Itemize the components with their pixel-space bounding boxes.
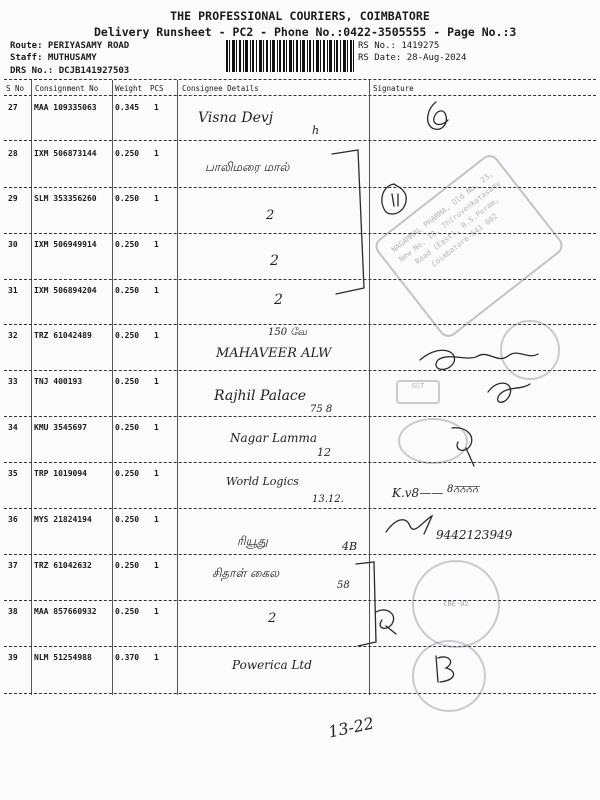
row-weight: 0.345	[115, 103, 140, 112]
row-sno: 28	[8, 149, 18, 158]
row-consignee: Visna Devj	[198, 110, 274, 126]
rs-number: RS No.: 1419275	[358, 41, 440, 51]
row-consignee-note: 75 8	[310, 404, 333, 415]
row-consignee-note: 13.12.	[312, 494, 344, 505]
bracket-mark	[330, 148, 370, 298]
row-consignee-note: 12	[317, 446, 331, 459]
col-header-pcs: PCS	[150, 84, 164, 93]
row-rule	[4, 554, 596, 555]
row-weight: 0.250	[115, 423, 140, 432]
row-consignee-note: 150 வே	[268, 327, 307, 338]
company-name: THE PROFESSIONAL COURIERS, COIMBATORE	[170, 9, 430, 23]
row-pcs: 1	[154, 149, 159, 158]
signature-mark	[418, 98, 458, 138]
row-consignee-note: 58	[337, 580, 350, 591]
row-rule	[4, 693, 596, 694]
row-consignee: 2	[274, 292, 283, 308]
row-sno: 31	[8, 286, 18, 295]
row-rule	[4, 140, 596, 141]
row-pcs: 1	[154, 194, 159, 203]
row-weight: 0.250	[115, 561, 140, 570]
col-divider	[177, 80, 178, 695]
row-pcs: 1	[154, 286, 159, 295]
row-consignee: பாலிமரை மால்	[205, 160, 290, 174]
row-consignment: NLM 51254988	[34, 653, 92, 662]
row-sno: 39	[8, 653, 18, 662]
row-weight: 0.250	[115, 240, 140, 249]
row-consignee: சிதாள் கைல	[212, 566, 280, 580]
signature-mark	[372, 604, 402, 638]
col-header-consignee: Consignee Details	[182, 84, 259, 93]
row-rule	[4, 600, 596, 601]
row-consignment: TRZ 61042489	[34, 331, 92, 340]
row-sno: 34	[8, 423, 18, 432]
row-consignee: Nagar Lamma	[230, 431, 318, 445]
signature-mark	[446, 422, 486, 470]
row-weight: 0.250	[115, 377, 140, 386]
row-consignee: Rajhil Palace	[214, 388, 307, 404]
row-weight: 0.250	[115, 149, 140, 158]
row-consignment: IXM 506873144	[34, 149, 97, 158]
handwritten-footer-note: 13-22	[326, 713, 376, 742]
row-pcs: 1	[154, 515, 159, 524]
signature-mark	[376, 182, 412, 218]
row-consignment: TRP 1019094	[34, 469, 87, 478]
row-consignment: KMU 3545697	[34, 423, 87, 432]
row-sno: 30	[8, 240, 18, 249]
signature-text: K.v8——	[392, 486, 444, 500]
phone-handwritten: 9442123949	[436, 528, 513, 542]
row-weight: 0.250	[115, 469, 140, 478]
row-consignee-note: h	[312, 124, 320, 137]
barcode-image	[226, 40, 354, 72]
col-divider	[31, 80, 32, 695]
row-weight: 0.250	[115, 331, 140, 340]
row-sno: 33	[8, 377, 18, 386]
row-pcs: 1	[154, 103, 159, 112]
row-consignment: MAA 109335063	[34, 103, 97, 112]
header-top-rule	[4, 79, 596, 80]
row-rule	[4, 462, 596, 463]
signature-mark	[384, 512, 444, 542]
row-consignment: IXM 506894204	[34, 286, 97, 295]
row-pcs: 1	[154, 240, 159, 249]
row-consignment: MYS 21824194	[34, 515, 92, 524]
row-weight: 0.250	[115, 607, 140, 616]
row-sno: 29	[8, 194, 18, 203]
row-sno: 38	[8, 607, 18, 616]
row-pcs: 1	[154, 561, 159, 570]
row-pcs: 1	[154, 331, 159, 340]
col-header-consignment: Consignment No	[35, 84, 99, 93]
signature-mark	[432, 652, 462, 688]
row-consignment: TNJ 400193	[34, 377, 83, 386]
row-weight: 0.250	[115, 515, 140, 524]
row-consignee: Powerica Ltd	[232, 658, 312, 672]
route-label: Route: PERIYASAMY ROAD	[10, 41, 130, 51]
row-sno: 27	[8, 103, 18, 112]
row-consignment: MAA 857660932	[34, 607, 97, 616]
row-consignment: SLM 353356260	[34, 194, 97, 203]
row-consignee: 2	[266, 208, 275, 223]
row-weight: 0.250	[115, 194, 140, 203]
row-sno: 36	[8, 515, 18, 524]
pharmacy-stamp: NAGAMMAL PHARMA, Old No. 23, New No. 18, Thiruvenkatasamy Road (East), R.S.Puram, Coimbatore-641 002	[372, 151, 567, 341]
row-pcs: 1	[154, 423, 159, 432]
row-consignee: 2	[268, 611, 277, 626]
header-bottom-rule	[4, 95, 596, 96]
row-pcs: 1	[154, 607, 159, 616]
row-sno: 37	[8, 561, 18, 570]
row-pcs: 1	[154, 469, 159, 478]
row-consignee: ரியூது	[237, 534, 268, 548]
col-divider	[112, 80, 113, 695]
col-header-weight: Weight	[115, 84, 143, 93]
signature-mark	[418, 320, 598, 430]
staff-label: Staff: MUTHUSAMY	[10, 53, 97, 63]
row-rule	[4, 508, 596, 509]
row-consignee: MAHAVEER ALW	[216, 346, 332, 361]
gst-stamp: GST	[396, 380, 440, 404]
row-consignment: IXM 506949914	[34, 240, 97, 249]
col-header-sno: S No	[6, 84, 25, 93]
row-consignee: 2	[270, 253, 279, 269]
row-rule	[4, 646, 596, 647]
row-pcs: 1	[154, 377, 159, 386]
row-sno: 35	[8, 469, 18, 478]
signature-text: 8ਨਨਨਨ	[447, 484, 479, 495]
row-pcs: 1	[154, 653, 159, 662]
drs-number: DRS No.: DCJB141927503	[10, 66, 130, 76]
company-round-stamp: CBE-02	[412, 560, 500, 648]
col-header-signature: Signature	[373, 84, 414, 93]
row-weight: 0.250	[115, 286, 140, 295]
row-consignee: World Logics	[226, 475, 299, 488]
row-consignment: TRZ 61042632	[34, 561, 92, 570]
row-sno: 32	[8, 331, 18, 340]
row-weight: 0.370	[115, 653, 140, 662]
rs-date: RS Date: 28-Aug-2024	[358, 53, 467, 63]
row-consignee-note: 4B	[342, 540, 358, 553]
runsheet-subtitle: Delivery Runsheet - PC2 - Phone No.:0422-3505555 - Page No.:3	[94, 25, 517, 39]
